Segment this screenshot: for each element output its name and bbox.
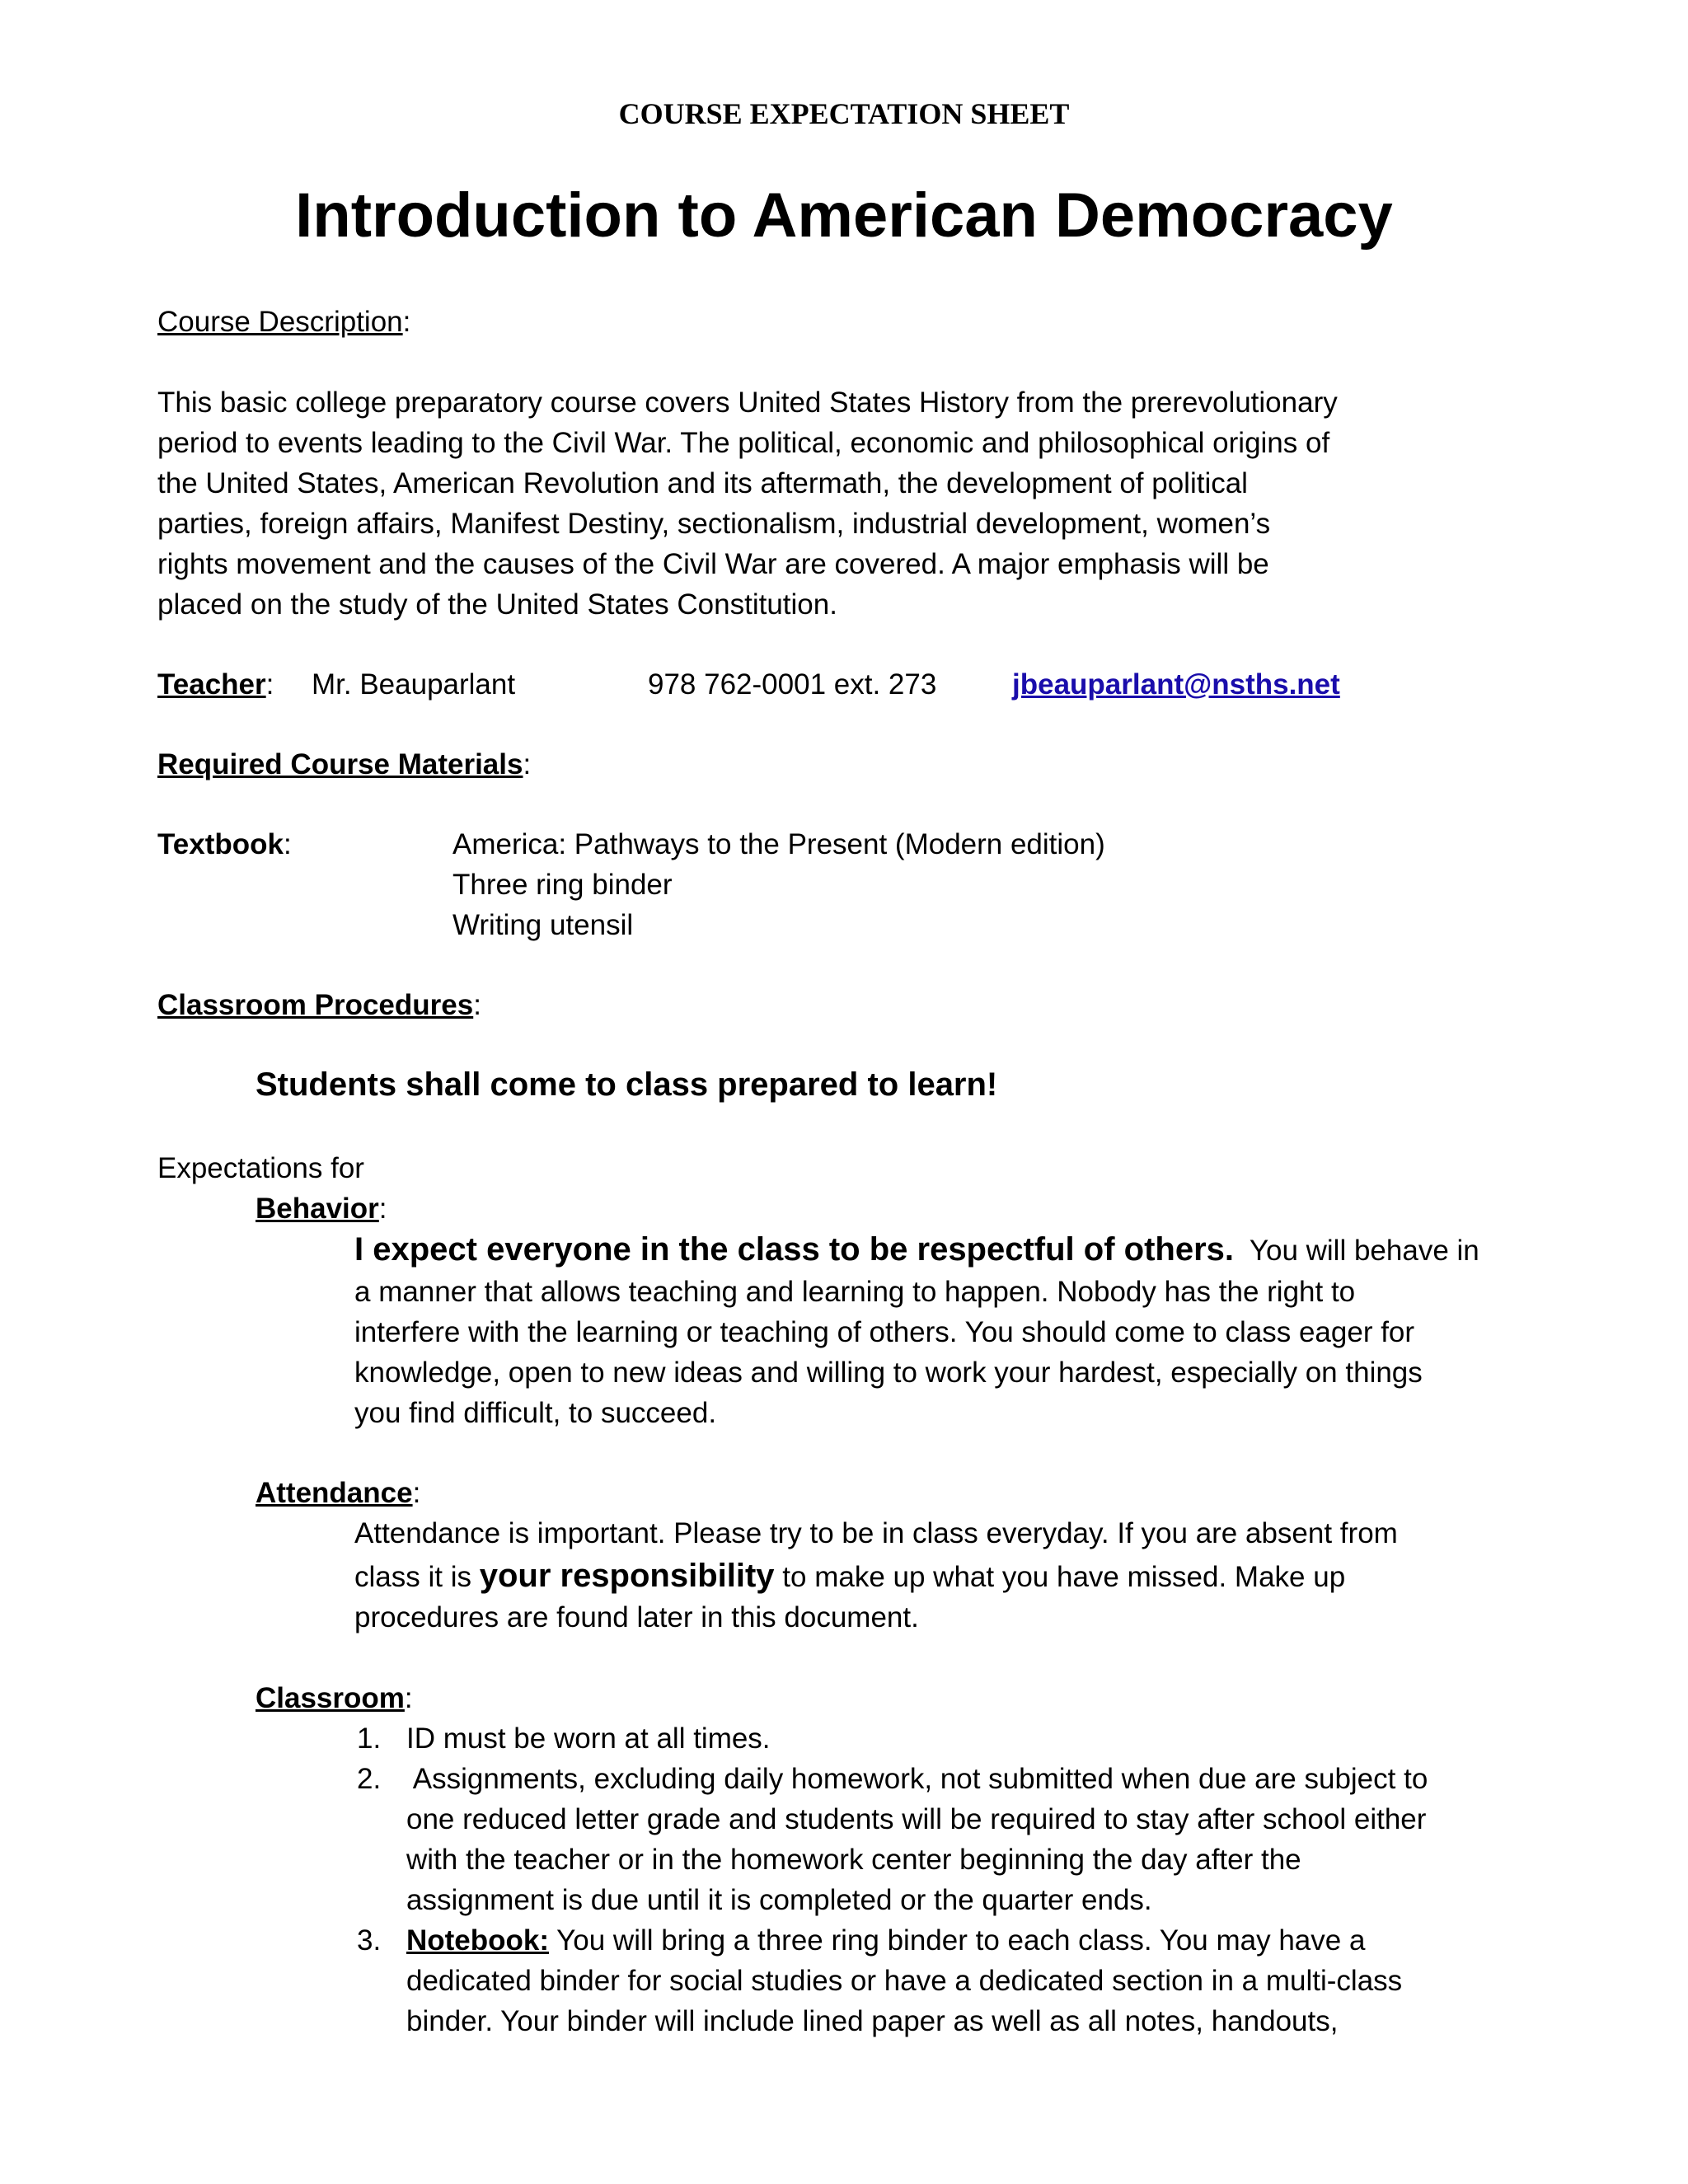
procedures-heading: Classroom Procedures: [157,989,481,1021]
attendance-heading: Attendance: [256,1477,421,1509]
list-number: 2. [357,1763,382,1795]
list-item: ID must be worn at all times. [406,1722,771,1755]
list-item: assignment is due until it is completed or the quarter ends. [406,1884,1152,1916]
description-line: the United States, American Revolution and its aftermath, the development of political [157,467,1248,499]
materials-heading: Required Course Materials: [157,748,532,780]
attendance-line: Attendance is important. Please try to be in class everyday. If you are absent from [354,1517,1398,1549]
attendance-line: class it is your responsibility to make up what you have missed. Make up [354,1558,1346,1594]
description-line: This basic college preparatory course covers United States History from the prerevolutionary [157,387,1338,419]
behavior-first-line: I expect everyone in the class to be respectful of others. You will behave in [354,1231,1479,1268]
list-item: dedicated binder for social studies or have a dedicated section in a multi-class [406,1965,1403,1997]
list-item: with the teacher or in the homework center beginning the day after the [406,1844,1301,1876]
material-item: America: Pathways to the Present (Modern edition) [452,828,1105,860]
list-item: Notebook: You will bring a three ring binder to each class. You may have a [406,1924,1366,1957]
behavior-emphasis: I expect everyone in the class to be respectful of others. [354,1231,1235,1268]
teacher-label: Teacher: [157,668,274,701]
textbook-label: Textbook: [157,828,292,860]
classroom-heading: Classroom: [256,1682,413,1714]
expectations-intro: Expectations for [157,1152,364,1184]
teacher-name: Mr. Beauparlant [312,668,516,701]
notebook-label: Notebook: [406,1924,550,1957]
description-line: placed on the study of the United States Constitution. [157,588,837,621]
behavior-line: a manner that allows teaching and learning to happen. Nobody has the right to [354,1276,1356,1308]
procedures-motto: Students shall come to class prepared to learn! [256,1066,998,1103]
material-item: Writing utensil [452,909,634,941]
behavior-line: you find difficult, to succeed. [354,1397,717,1429]
list-item: Assignments, excluding daily homework, not submitted when due are subject to [406,1763,1428,1795]
list-number: 3. [357,1924,382,1957]
description-line: period to events leading to the Civil War. The political, economic and philosophical origins of [157,427,1330,459]
list-item: one reduced letter grade and students will be required to stay after school either [406,1803,1427,1835]
behavior-line: knowledge, open to new ideas and willing to work your hardest, especially on things [354,1357,1423,1389]
teacher-email-link[interactable]: jbeauparlant@nsths.net [1012,668,1340,701]
course-title: Introduction to American Democracy [295,180,1393,251]
description-line: rights movement and the causes of the Civil War are covered. A major emphasis will be [157,548,1269,580]
behavior-line: interfere with the learning or teaching of others. You should come to class eager for [354,1316,1415,1348]
attendance-emphasis: your responsibility [479,1558,775,1594]
sheet-title: COURSE EXPECTATION SHEET [618,97,1070,130]
description-line: parties, foreign affairs, Manifest Destiny, sectionalism, industrial development, women’s [157,508,1271,540]
list-item: binder. Your binder will include lined paper as well as all notes, handouts, [406,2005,1339,2037]
teacher-phone: 978 762-0001 ext. 273 [648,668,937,701]
course-description-heading: Course Description: [157,306,411,338]
attendance-line: procedures are found later in this document. [354,1601,919,1633]
list-number: 1. [357,1722,382,1755]
behavior-heading: Behavior: [256,1193,387,1225]
material-item: Three ring binder [452,869,673,901]
